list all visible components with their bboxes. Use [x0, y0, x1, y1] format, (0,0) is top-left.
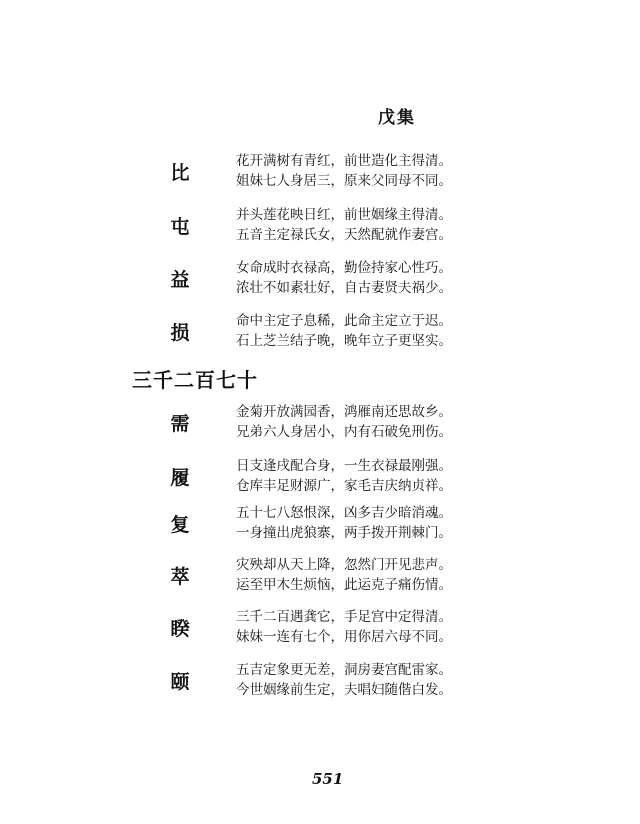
verse-line: 浓壮不如素壮好，自古妻贤夫祸少。 [236, 280, 452, 296]
hexagram-glyph: 颐 [170, 671, 190, 693]
verse-entry [0, 258, 640, 304]
verse-entry [0, 402, 640, 448]
verse-line: 仓库丰足财源广，家毛吉庆纳贞祥。 [236, 478, 452, 494]
verse-text [236, 311, 452, 351]
page-header-title: 戊集 [378, 108, 416, 128]
verse-line: 一身撞出虎狼寨，两手拨开荆棘门。 [236, 525, 452, 541]
verse-line: 命中主定子息稀，此命主定立于迟。 [236, 313, 452, 329]
hexagram-glyph: 需 [170, 413, 190, 435]
verse-line: 今世姻缘前生定，夫唱妇随偕白发。 [236, 682, 452, 698]
verse-line: 三千二百遇龚它，手足宫中定得清。 [236, 609, 452, 625]
verse-line: 女命成时衣禄高，勤俭持家心性巧。 [236, 260, 452, 276]
verse-text [236, 258, 452, 298]
hexagram-glyph: 屯 [170, 216, 190, 238]
verse-text [236, 503, 452, 543]
verse-entry [0, 607, 640, 653]
hexagram-glyph: 萃 [170, 566, 190, 588]
verse-entry [0, 205, 640, 251]
verse-line: 灾殃却从天上降，忽然门开见悲声。 [236, 557, 452, 573]
verse-text [236, 402, 452, 442]
hexagram-glyph: 益 [170, 269, 190, 291]
verse-entry [0, 311, 640, 357]
verse-line: 五吉定象更无差，洞房妻宫配雷家。 [236, 662, 452, 678]
verse-entry [0, 555, 640, 601]
verse-text [236, 456, 452, 496]
hexagram-glyph: 复 [170, 514, 190, 536]
verse-text [236, 607, 452, 647]
verse-text [236, 555, 452, 595]
section-heading: 三千二百七十 [132, 368, 258, 392]
verse-line: 花开满树有青红，前世造化主得清。 [236, 153, 452, 169]
verse-entry [0, 456, 640, 502]
verse-entry [0, 151, 640, 197]
verse-line: 金菊开放满园香，鸿雁南还思故乡。 [236, 404, 452, 420]
verse-line: 姐妹七人身居三，原来父同母不同。 [236, 173, 452, 189]
verse-entry [0, 503, 640, 549]
page-number: 551 [312, 770, 344, 788]
verse-line: 石上芝兰结子晚，晚年立子更坚实。 [236, 333, 452, 349]
verse-text [236, 151, 452, 191]
verse-line: 运至甲木生烦恼，此运克子痛伤情。 [236, 577, 452, 593]
hexagram-glyph: 比 [170, 162, 190, 184]
verse-line: 五十七八怒恨深，凶多吉少暗消魂。 [236, 505, 452, 521]
verse-line: 兄弟六人身居小，内有石破免刑伤。 [236, 424, 452, 440]
verse-line: 并头莲花映日红，前世姻缘主得清。 [236, 207, 452, 223]
verse-line: 日支逢戌配合身，一生衣禄最刚强。 [236, 458, 452, 474]
hexagram-glyph: 履 [170, 467, 190, 489]
verse-entry [0, 660, 640, 706]
hexagram-glyph: 损 [170, 322, 190, 344]
hexagram-glyph: 睽 [170, 618, 190, 640]
verse-line: 五音主定禄氏女，天然配就作妻宫。 [236, 227, 452, 243]
verse-text [236, 660, 452, 700]
verse-line: 妹妹一连有七个，用你居六母不同。 [236, 629, 452, 645]
verse-text [236, 205, 452, 245]
